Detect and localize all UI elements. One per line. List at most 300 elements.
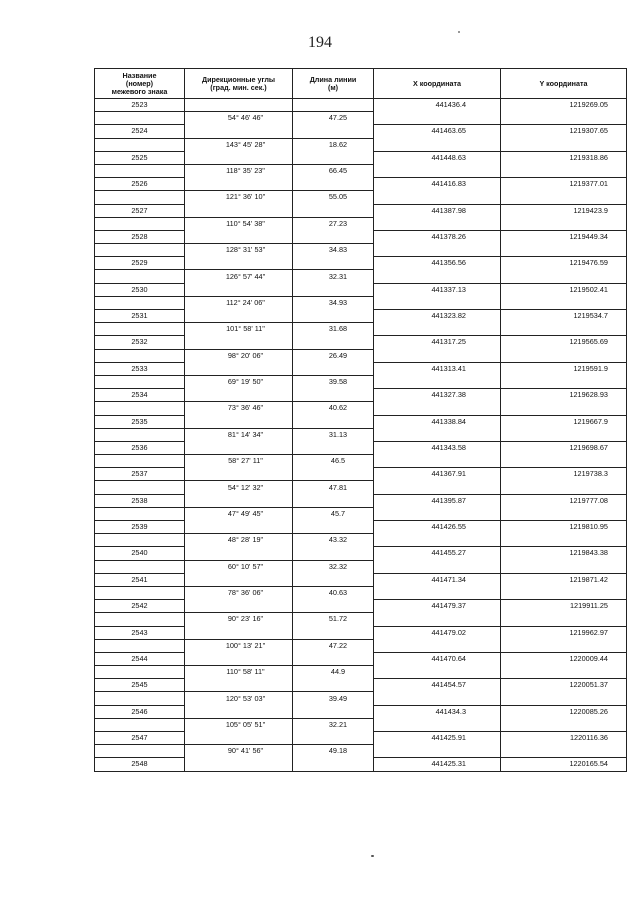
y-coordinate-cell: 1219628.93	[501, 389, 627, 402]
y-coordinate-cell: 1220085.26	[501, 705, 627, 718]
line-length-cell: 32.21	[293, 718, 374, 731]
mark-name-cell: 2541	[95, 573, 185, 586]
x-coordinate-cell: 441463.65	[374, 125, 501, 138]
direction-angle-cell: 98° 20' 06"	[185, 349, 293, 362]
empty-cell	[501, 507, 627, 520]
empty-cell	[185, 573, 293, 586]
x-coordinate-cell: 441471.34	[374, 573, 501, 586]
empty-cell	[185, 494, 293, 507]
mark-name-cell: 2526	[95, 178, 185, 191]
y-coordinate-cell: 1219738.3	[501, 468, 627, 481]
empty-cell	[95, 112, 185, 125]
table-row	[95, 244, 627, 257]
empty-cell	[374, 217, 501, 230]
empty-cell	[374, 375, 501, 388]
empty-cell	[293, 415, 374, 428]
line-length-cell: 31.68	[293, 323, 374, 336]
mark-name-cell: 2540	[95, 547, 185, 560]
line-length-cell: 47.25	[293, 112, 374, 125]
mark-name-cell: 2546	[95, 705, 185, 718]
empty-cell	[501, 349, 627, 362]
direction-angle-cell: 128° 31' 53"	[185, 244, 293, 257]
direction-angle-cell: 112° 24' 06"	[185, 296, 293, 309]
line-length-cell: 47.22	[293, 639, 374, 652]
empty-cell	[501, 745, 627, 758]
empty-cell	[95, 164, 185, 177]
empty-cell	[95, 613, 185, 626]
direction-angle-cell: 54° 46' 46"	[185, 112, 293, 125]
line-length-cell: 27.23	[293, 217, 374, 230]
empty-cell	[95, 349, 185, 362]
line-length-cell: 34.83	[293, 244, 374, 257]
x-coordinate-cell: 441313.41	[374, 362, 501, 375]
direction-angle-cell: 100° 13' 21"	[185, 639, 293, 652]
direction-angle-cell: 47° 49' 45"	[185, 507, 293, 520]
empty-cell	[374, 718, 501, 731]
x-coordinate-cell: 441455.27	[374, 547, 501, 560]
table-row	[95, 375, 627, 388]
mark-name-cell: 2534	[95, 389, 185, 402]
empty-cell	[185, 415, 293, 428]
table-row	[95, 705, 627, 718]
mark-name-cell: 2547	[95, 732, 185, 745]
x-coordinate-cell: 441317.25	[374, 336, 501, 349]
table-row	[95, 441, 627, 454]
empty-cell	[95, 481, 185, 494]
y-coordinate-cell: 1219777.08	[501, 494, 627, 507]
y-coordinate-cell: 1219502.41	[501, 283, 627, 296]
table-row	[95, 600, 627, 613]
mark-name-cell: 2532	[95, 336, 185, 349]
mark-name-cell: 2548	[95, 758, 185, 771]
empty-cell	[374, 534, 501, 547]
table-row	[95, 758, 627, 771]
empty-cell	[95, 586, 185, 599]
y-coordinate-cell: 1220051.37	[501, 679, 627, 692]
direction-angle-cell: 105° 05' 51"	[185, 718, 293, 731]
x-coordinate-cell: 441327.38	[374, 389, 501, 402]
line-length-cell: 40.63	[293, 586, 374, 599]
table-row	[95, 270, 627, 283]
x-coordinate-cell: 441367.91	[374, 468, 501, 481]
line-length-cell: 51.72	[293, 613, 374, 626]
direction-angle-cell: 81° 14' 34"	[185, 428, 293, 441]
empty-cell	[293, 310, 374, 323]
line-length-cell: 39.58	[293, 375, 374, 388]
header-mark-name: Название (номер) межевого знака	[95, 69, 185, 99]
empty-cell	[374, 692, 501, 705]
empty-cell	[293, 257, 374, 270]
empty-cell	[374, 296, 501, 309]
empty-cell	[185, 230, 293, 243]
table-row	[95, 586, 627, 599]
empty-cell	[185, 626, 293, 639]
empty-cell	[501, 586, 627, 599]
empty-cell	[293, 151, 374, 164]
mark-name-cell: 2524	[95, 125, 185, 138]
mark-name-cell: 2533	[95, 362, 185, 375]
table-header-row	[95, 69, 627, 99]
table-row	[95, 639, 627, 652]
empty-cell	[185, 310, 293, 323]
empty-cell	[501, 270, 627, 283]
table-row	[95, 204, 627, 217]
y-coordinate-cell: 1219534.7	[501, 310, 627, 323]
header-x-coordinate: X координата	[374, 69, 501, 99]
x-coordinate-cell: 441426.55	[374, 521, 501, 534]
empty-cell	[185, 125, 293, 138]
empty-cell	[501, 244, 627, 257]
header-direction-angle: Дирекционные углы (град. мин. сек.)	[185, 69, 293, 99]
x-coordinate-cell: 441343.58	[374, 441, 501, 454]
boundary-coordinates-table	[94, 68, 627, 772]
empty-cell	[374, 112, 501, 125]
empty-cell	[95, 507, 185, 520]
empty-cell	[374, 560, 501, 573]
direction-angle-cell: 118° 35' 23"	[185, 164, 293, 177]
mark-name-cell: 2544	[95, 652, 185, 665]
empty-cell	[293, 547, 374, 560]
empty-cell	[95, 718, 185, 731]
empty-cell	[293, 125, 374, 138]
empty-cell	[95, 666, 185, 679]
empty-cell	[185, 441, 293, 454]
line-length-cell: 31.13	[293, 428, 374, 441]
empty-cell	[293, 441, 374, 454]
mark-name-cell: 2536	[95, 441, 185, 454]
x-coordinate-cell: 441395.87	[374, 494, 501, 507]
line-length-cell: 47.81	[293, 481, 374, 494]
empty-cell	[185, 336, 293, 349]
empty-cell	[185, 732, 293, 745]
empty-cell	[293, 652, 374, 665]
empty-cell	[95, 402, 185, 415]
empty-cell	[185, 652, 293, 665]
y-coordinate-cell: 1219591.9	[501, 362, 627, 375]
y-coordinate-cell: 1219318.86	[501, 151, 627, 164]
line-length-cell: 32.32	[293, 560, 374, 573]
table-row	[95, 178, 627, 191]
empty-cell	[501, 639, 627, 652]
empty-cell	[501, 191, 627, 204]
empty-cell	[293, 204, 374, 217]
empty-cell	[185, 679, 293, 692]
empty-cell	[501, 402, 627, 415]
table-row	[95, 296, 627, 309]
mark-name-cell: 2539	[95, 521, 185, 534]
direction-angle-cell: 110° 58' 11"	[185, 666, 293, 679]
empty-cell	[293, 362, 374, 375]
empty-cell	[501, 296, 627, 309]
y-coordinate-cell: 1219871.42	[501, 573, 627, 586]
empty-cell	[374, 270, 501, 283]
empty-cell	[95, 296, 185, 309]
mark-name-cell: 2543	[95, 626, 185, 639]
empty-cell	[293, 283, 374, 296]
direction-angle-cell: 78° 36' 06"	[185, 586, 293, 599]
empty-cell	[95, 244, 185, 257]
empty-cell	[293, 679, 374, 692]
empty-cell	[95, 745, 185, 758]
empty-cell	[374, 586, 501, 599]
header-y-coordinate: Y координата	[501, 69, 627, 99]
y-coordinate-cell: 1219377.01	[501, 178, 627, 191]
empty-cell	[501, 692, 627, 705]
mark-name-cell: 2537	[95, 468, 185, 481]
y-coordinate-cell: 1219269.05	[501, 99, 627, 112]
table-row	[95, 652, 627, 665]
mark-name-cell: 2528	[95, 230, 185, 243]
empty-cell	[185, 758, 293, 771]
x-coordinate-cell: 441337.13	[374, 283, 501, 296]
empty-cell	[95, 191, 185, 204]
table-row	[95, 415, 627, 428]
table-row	[95, 283, 627, 296]
table-row	[95, 257, 627, 270]
empty-cell	[95, 217, 185, 230]
line-length-cell: 45.7	[293, 507, 374, 520]
empty-cell	[185, 468, 293, 481]
table-row	[95, 164, 627, 177]
table-row	[95, 99, 627, 112]
scan-speck	[371, 855, 374, 857]
table-row	[95, 402, 627, 415]
empty-cell	[185, 151, 293, 164]
y-coordinate-cell: 1219307.65	[501, 125, 627, 138]
line-length-cell: 66.45	[293, 164, 374, 177]
empty-cell	[501, 112, 627, 125]
empty-cell	[501, 138, 627, 151]
direction-angle-cell: 126° 57' 44"	[185, 270, 293, 283]
direction-angle-cell: 54° 12' 32"	[185, 481, 293, 494]
empty-cell	[185, 521, 293, 534]
mark-name-cell: 2530	[95, 283, 185, 296]
direction-angle-cell: 58° 27' 11"	[185, 455, 293, 468]
empty-cell	[293, 468, 374, 481]
empty-cell	[95, 692, 185, 705]
table-row	[95, 560, 627, 573]
x-coordinate-cell: 441356.56	[374, 257, 501, 270]
x-coordinate-cell: 441436.4	[374, 99, 501, 112]
empty-cell	[95, 428, 185, 441]
line-length-cell: 44.9	[293, 666, 374, 679]
table-row	[95, 534, 627, 547]
empty-cell	[374, 402, 501, 415]
empty-cell	[293, 573, 374, 586]
table-row	[95, 362, 627, 375]
empty-cell	[185, 99, 293, 112]
table-row	[95, 138, 627, 151]
direction-angle-cell: 90° 23' 16"	[185, 613, 293, 626]
line-length-cell: 18.62	[293, 138, 374, 151]
header-line-length: Длина линии (м)	[293, 69, 374, 99]
empty-cell	[185, 362, 293, 375]
y-coordinate-cell: 1219911.25	[501, 600, 627, 613]
empty-cell	[293, 705, 374, 718]
empty-cell	[501, 375, 627, 388]
empty-cell	[95, 534, 185, 547]
table-row	[95, 191, 627, 204]
y-coordinate-cell: 1219423.9	[501, 204, 627, 217]
x-coordinate-cell: 441425.31	[374, 758, 501, 771]
empty-cell	[293, 732, 374, 745]
direction-angle-cell: 69° 19' 50"	[185, 375, 293, 388]
direction-angle-cell: 143° 45' 28"	[185, 138, 293, 151]
empty-cell	[293, 626, 374, 639]
x-coordinate-cell: 441416.83	[374, 178, 501, 191]
empty-cell	[95, 138, 185, 151]
y-coordinate-cell: 1219449.34	[501, 230, 627, 243]
line-length-cell: 55.05	[293, 191, 374, 204]
empty-cell	[185, 204, 293, 217]
y-coordinate-cell: 1219698.67	[501, 441, 627, 454]
table-row	[95, 666, 627, 679]
x-coordinate-cell: 441338.84	[374, 415, 501, 428]
table-row	[95, 349, 627, 362]
empty-cell	[95, 455, 185, 468]
line-length-cell: 26.49	[293, 349, 374, 362]
x-coordinate-cell: 441479.02	[374, 626, 501, 639]
table-row	[95, 507, 627, 520]
empty-cell	[95, 270, 185, 283]
mark-name-cell: 2542	[95, 600, 185, 613]
empty-cell	[293, 99, 374, 112]
scan-speck	[458, 31, 460, 33]
empty-cell	[501, 481, 627, 494]
line-length-cell: 43.32	[293, 534, 374, 547]
x-coordinate-cell: 441425.91	[374, 732, 501, 745]
empty-cell	[293, 389, 374, 402]
empty-cell	[374, 481, 501, 494]
line-length-cell: 46.5	[293, 455, 374, 468]
y-coordinate-cell: 1219962.97	[501, 626, 627, 639]
line-length-cell: 32.31	[293, 270, 374, 283]
table-row	[95, 125, 627, 138]
direction-angle-cell: 60° 10' 57"	[185, 560, 293, 573]
direction-angle-cell: 120° 53' 03"	[185, 692, 293, 705]
x-coordinate-cell: 441454.57	[374, 679, 501, 692]
direction-angle-cell: 90° 41' 56"	[185, 745, 293, 758]
empty-cell	[501, 428, 627, 441]
line-length-cell: 40.62	[293, 402, 374, 415]
table-row	[95, 521, 627, 534]
empty-cell	[374, 428, 501, 441]
empty-cell	[185, 178, 293, 191]
table-row	[95, 481, 627, 494]
empty-cell	[374, 244, 501, 257]
mark-name-cell: 2529	[95, 257, 185, 270]
y-coordinate-cell: 1219810.95	[501, 521, 627, 534]
direction-angle-cell: 121° 36' 10"	[185, 191, 293, 204]
empty-cell	[185, 257, 293, 270]
empty-cell	[185, 283, 293, 296]
table-row	[95, 428, 627, 441]
direction-angle-cell: 110° 54' 38"	[185, 217, 293, 230]
line-length-cell: 34.93	[293, 296, 374, 309]
empty-cell	[293, 178, 374, 191]
line-length-cell: 49.18	[293, 745, 374, 758]
empty-cell	[374, 138, 501, 151]
table-row	[95, 323, 627, 336]
empty-cell	[374, 613, 501, 626]
table-row	[95, 494, 627, 507]
empty-cell	[374, 323, 501, 336]
empty-cell	[501, 666, 627, 679]
table-row	[95, 626, 627, 639]
x-coordinate-cell: 441323.82	[374, 310, 501, 323]
table-row	[95, 732, 627, 745]
page-number: 194	[308, 34, 332, 51]
direction-angle-cell: 48° 28' 19"	[185, 534, 293, 547]
empty-cell	[185, 389, 293, 402]
y-coordinate-cell: 1220165.54	[501, 758, 627, 771]
table-row	[95, 547, 627, 560]
table-row	[95, 692, 627, 705]
y-coordinate-cell: 1219843.38	[501, 547, 627, 560]
x-coordinate-cell: 441434.3	[374, 705, 501, 718]
direction-angle-cell: 73° 36' 46"	[185, 402, 293, 415]
y-coordinate-cell: 1219476.59	[501, 257, 627, 270]
empty-cell	[95, 639, 185, 652]
empty-cell	[501, 164, 627, 177]
empty-cell	[501, 560, 627, 573]
mark-name-cell: 2523	[95, 99, 185, 112]
empty-cell	[185, 547, 293, 560]
empty-cell	[501, 455, 627, 468]
mark-name-cell: 2527	[95, 204, 185, 217]
mark-name-cell: 2545	[95, 679, 185, 692]
x-coordinate-cell: 441387.98	[374, 204, 501, 217]
empty-cell	[293, 521, 374, 534]
mark-name-cell: 2531	[95, 310, 185, 323]
table-row	[95, 151, 627, 164]
empty-cell	[185, 600, 293, 613]
empty-cell	[374, 455, 501, 468]
empty-cell	[501, 718, 627, 731]
table-row	[95, 217, 627, 230]
empty-cell	[374, 191, 501, 204]
table-row	[95, 573, 627, 586]
empty-cell	[501, 613, 627, 626]
table-row	[95, 468, 627, 481]
table-row	[95, 389, 627, 402]
empty-cell	[374, 745, 501, 758]
empty-cell	[374, 507, 501, 520]
x-coordinate-cell: 441479.37	[374, 600, 501, 613]
empty-cell	[501, 534, 627, 547]
table-row	[95, 310, 627, 323]
empty-cell	[374, 666, 501, 679]
empty-cell	[185, 705, 293, 718]
empty-cell	[374, 639, 501, 652]
empty-cell	[293, 230, 374, 243]
line-length-cell: 39.49	[293, 692, 374, 705]
table-body	[95, 99, 627, 772]
empty-cell	[501, 217, 627, 230]
x-coordinate-cell: 441378.26	[374, 230, 501, 243]
table-row	[95, 745, 627, 758]
empty-cell	[374, 349, 501, 362]
y-coordinate-cell: 1220009.44	[501, 652, 627, 665]
table-row	[95, 455, 627, 468]
empty-cell	[95, 560, 185, 573]
table-row	[95, 230, 627, 243]
mark-name-cell: 2538	[95, 494, 185, 507]
direction-angle-cell: 101° 58' 11"	[185, 323, 293, 336]
x-coordinate-cell: 441470.64	[374, 652, 501, 665]
x-coordinate-cell: 441448.63	[374, 151, 501, 164]
empty-cell	[293, 336, 374, 349]
